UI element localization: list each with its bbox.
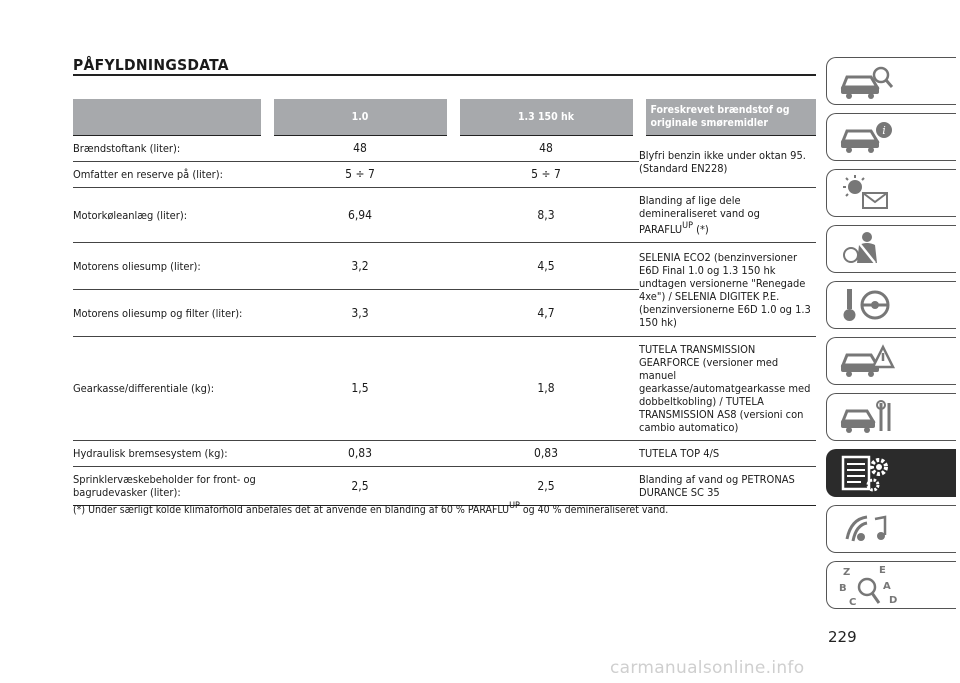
key-steering-wheel-icon	[837, 285, 897, 325]
car-search-icon	[837, 61, 897, 101]
value-1-0: 3,2	[267, 243, 453, 290]
value-1-0: 0,83	[267, 441, 453, 467]
row-label: Motorens oliesump (liter):	[73, 243, 267, 290]
spec-washer: Blanding af vand og PETRONAS DURANCE SC 35	[639, 467, 816, 506]
header-engine-1-3: 1.3 150 hk	[453, 99, 639, 136]
value-1-0: 48	[267, 136, 453, 162]
tab-safety[interactable]	[826, 225, 956, 273]
tab-index[interactable]	[826, 561, 956, 609]
spec-coolant-suffix: (*)	[692, 223, 709, 236]
table-row	[73, 188, 816, 243]
row-label: Gearkasse/differentiale (kg):	[73, 337, 267, 441]
car-warning-icon	[837, 341, 897, 381]
value-1-3: 4,5	[453, 243, 639, 290]
footnote-suffix: og 40 % demineraliseret vand.	[519, 504, 669, 516]
table-row	[73, 243, 816, 290]
value-1-0: 2,5	[267, 467, 453, 506]
row-label: Omfatter en reserve på (liter):	[73, 162, 267, 188]
footnote-sup: UP	[509, 501, 520, 511]
value-1-0: 1,5	[267, 337, 453, 441]
value-1-3: 0,83	[453, 441, 639, 467]
spec-coolant	[639, 188, 816, 243]
footnote-text: (*) Under særligt kolde klimaforhold anbefales det at anvende en blanding af 60 % PARAFLU	[73, 504, 510, 516]
value-1-0: 5 ÷ 7	[267, 162, 453, 188]
header-fluid-spec: Foreskrevet brændstof og originale smøremidler	[639, 99, 816, 136]
svg-text:B: B	[839, 583, 847, 594]
svg-text:i: i	[882, 124, 886, 137]
title-divider	[73, 74, 816, 76]
warning-light-message-icon	[837, 173, 897, 213]
table-row	[73, 441, 816, 467]
row-label: Motorkøleanlæg (liter):	[73, 188, 267, 243]
value-1-3: 4,7	[453, 290, 639, 337]
value-1-0: 3,3	[267, 290, 453, 337]
tab-maintenance[interactable]	[826, 393, 956, 441]
seatbelt-airbag-icon	[837, 229, 897, 269]
spec-coolant-sup: UP	[682, 221, 693, 231]
row-label: Sprinklervæskebeholder for front- og bagrudevasker (liter):	[73, 467, 267, 506]
value-1-3: 48	[453, 136, 639, 162]
spec-fuel: Blyfri benzin ikke under oktan 95. (Standard EN228)	[639, 136, 816, 188]
index-search-icon	[837, 565, 897, 609]
multimedia-icon	[837, 509, 897, 549]
value-1-3: 1,8	[453, 337, 639, 441]
value-1-3: 2,5	[453, 467, 639, 506]
car-tools-icon	[837, 397, 897, 437]
table-row	[73, 467, 816, 506]
tab-emergency[interactable]	[826, 337, 956, 385]
svg-text:E: E	[879, 565, 886, 576]
tab-start-driving[interactable]	[826, 281, 956, 329]
svg-text:D: D	[889, 595, 897, 606]
spec-coolant-text: Blanding af lige dele demineraliseret vand og PARAFLU	[639, 194, 760, 236]
row-label: Motorens oliesump og filter (liter):	[73, 290, 267, 337]
tab-technical-data[interactable]	[826, 449, 956, 497]
svg-text:Z: Z	[843, 567, 851, 578]
tab-car-info[interactable]	[826, 113, 956, 161]
row-label: Brændstoftank (liter):	[73, 136, 267, 162]
header-empty	[73, 99, 267, 136]
header-engine-1-0: 1.0	[267, 99, 453, 136]
table-header-row	[73, 99, 816, 136]
footnote	[73, 501, 823, 516]
svg-text:C: C	[849, 597, 857, 608]
spec-gearbox: TUTELA TRANSMISSION GEARFORCE (versioner med manuel gearkasse/automatgearkasse med dobbeltkobling) / TUTELA TRANSMISSION AS8 (versioni con cambio automatico)	[639, 337, 816, 441]
row-label: Hydraulisk bremsesystem (kg):	[73, 441, 267, 467]
tab-multimedia[interactable]	[826, 505, 956, 553]
watermark: carmanualsonline.info	[610, 658, 805, 678]
capacities-table	[73, 99, 816, 506]
specs-gear-icon	[837, 453, 897, 493]
value-1-3: 5 ÷ 7	[453, 162, 639, 188]
table-row	[73, 136, 816, 162]
tab-car-search[interactable]	[826, 57, 956, 105]
page-number: 229	[828, 628, 857, 646]
section-title: PÅFYLDNINGSDATA	[73, 56, 229, 74]
tab-warning-lights[interactable]	[826, 169, 956, 217]
value-1-0: 6,94	[267, 188, 453, 243]
table-row	[73, 337, 816, 441]
value-1-3: 8,3	[453, 188, 639, 243]
svg-text:A: A	[883, 581, 891, 592]
spec-brakes: TUTELA TOP 4/S	[639, 441, 816, 467]
spec-oil: SELENIA ECO2 (benzinversioner E6D Final 1.0 og 1.3 150 hk undtagen versionerne "Renegade 4xe") / SELENIA DIGITEK P.E. (benzinversionerne E6D 1.0 og 1.3 150 hk)	[639, 243, 816, 337]
car-info-icon	[837, 117, 897, 157]
